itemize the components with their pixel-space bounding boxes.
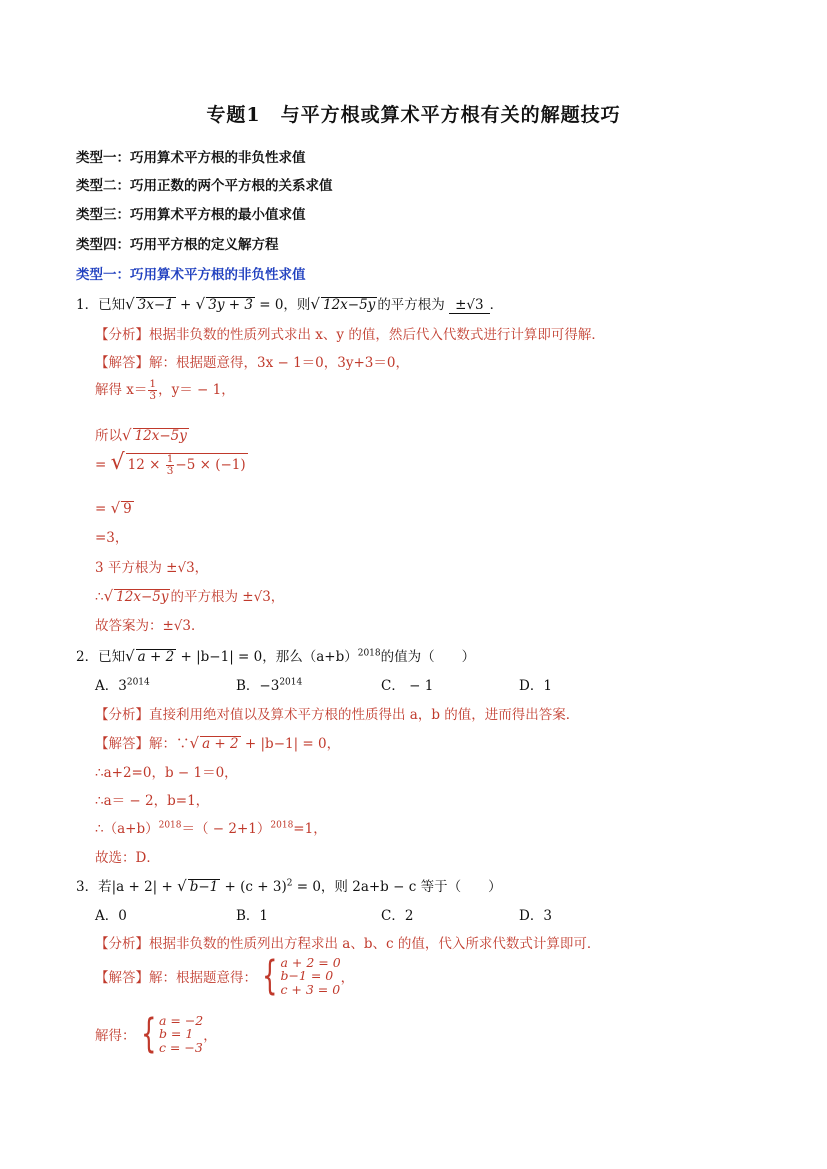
q2-option-b: B．$-3^{2014}$ [236,677,303,694]
q1-therefore: ∴√ 12x−5y 的平方根为 ±√3， [95,587,285,605]
q1-eq-sqrt9: = √ 9 [95,499,132,517]
question-3: 3．若|a + 2| + √ $b-1 + (c + 3)^2 = 0$，则 2a+b − c 等于（ ） [76,877,502,895]
q2-option-a: A．$3^{2014}$ [95,677,150,694]
page-title: 专题1 与平方根或算术平方根有关的解题技巧 [206,104,621,126]
q1-substitution: = √ 12 × $\frac{1}{3}$ −5 × (−1) [95,450,246,477]
q1-solution-head: 【解答】解：根据题意得，3x − 1＝0，3y+3＝0， [95,355,409,371]
q1-analysis: 【分析】根据非负数的性质列式求出 x、y 的值，然后代入代数式进行计算即可得解． [95,327,605,343]
q2-solution-head: 【解答】解：∵√ a + 2 + |b−1| = 0， [95,734,341,752]
question-1: 1．已知√ 3x−1 + √ 3y + 3 = 0，则√ 12x−5y 的平方根为 ±√3 ． [76,295,504,313]
q1-so-line: 所以√ 12x−5y [95,426,187,444]
q3-option-a: A．0 [95,908,127,924]
toc-item-4: 类型四：巧用平方根的定义解方程 [76,237,279,253]
q1-final-answer: 故答案为：±√3． [95,618,205,634]
question-2: 2．已知√ a + 2 + |b−1| = 0，那么$(a+b)^{2018}$的值为（ ） [76,647,476,665]
q2-step-1: ∴a+2=0，b − 1＝0， [95,765,238,781]
q2-final-answer: 故选：D． [95,850,160,866]
q2-option-d: D．1 [519,678,552,694]
q2-step-3: $\therefore(a+b)^{2018}=( - 2+1)^{2018}=1$， [95,820,327,837]
q1-eq-3: =3， [95,530,129,546]
q3-system-2: 解得： { a = −2 b = 1 c = −3 ， [95,1011,217,1057]
toc-item-3: 类型三：巧用算术平方根的最小值求值 [76,207,306,223]
q3-option-c: C．2 [381,908,414,924]
section-heading-1: 类型一：巧用算术平方根的非负性求值 [76,267,306,283]
q1-square-root-3: 3 平方根为 ±√3， [95,560,209,576]
toc-item-1: 类型一：巧用算术平方根的非负性求值 [76,150,306,166]
answer-blank: ±√3 [449,297,490,314]
q3-option-b: B．1 [236,908,269,924]
q1-solve-xy: 解得 x＝ $\frac{1}{3}$ ，y＝ − 1， [95,377,235,402]
q2-analysis: 【分析】直接利用绝对值以及算术平方根的性质得出 a，b 的值，进而得出答案． [95,707,580,723]
q2-option-c: C． − 1 [381,678,434,694]
q3-option-d: D．3 [519,908,552,924]
q2-step-2: ∴a＝ − 2，b=1， [95,793,210,809]
toc-item-2: 类型二：巧用正数的两个平方根的关系求值 [76,178,333,194]
q3-system-1: 【解答】解：根据题意得： { a + 2 = 0 b−1 = 0 c + 3 = 0 ， [95,953,355,999]
q3-analysis: 【分析】根据非负数的性质列出方程求出 a、b、c 的值，代入所求代数式计算即可． [95,936,601,952]
